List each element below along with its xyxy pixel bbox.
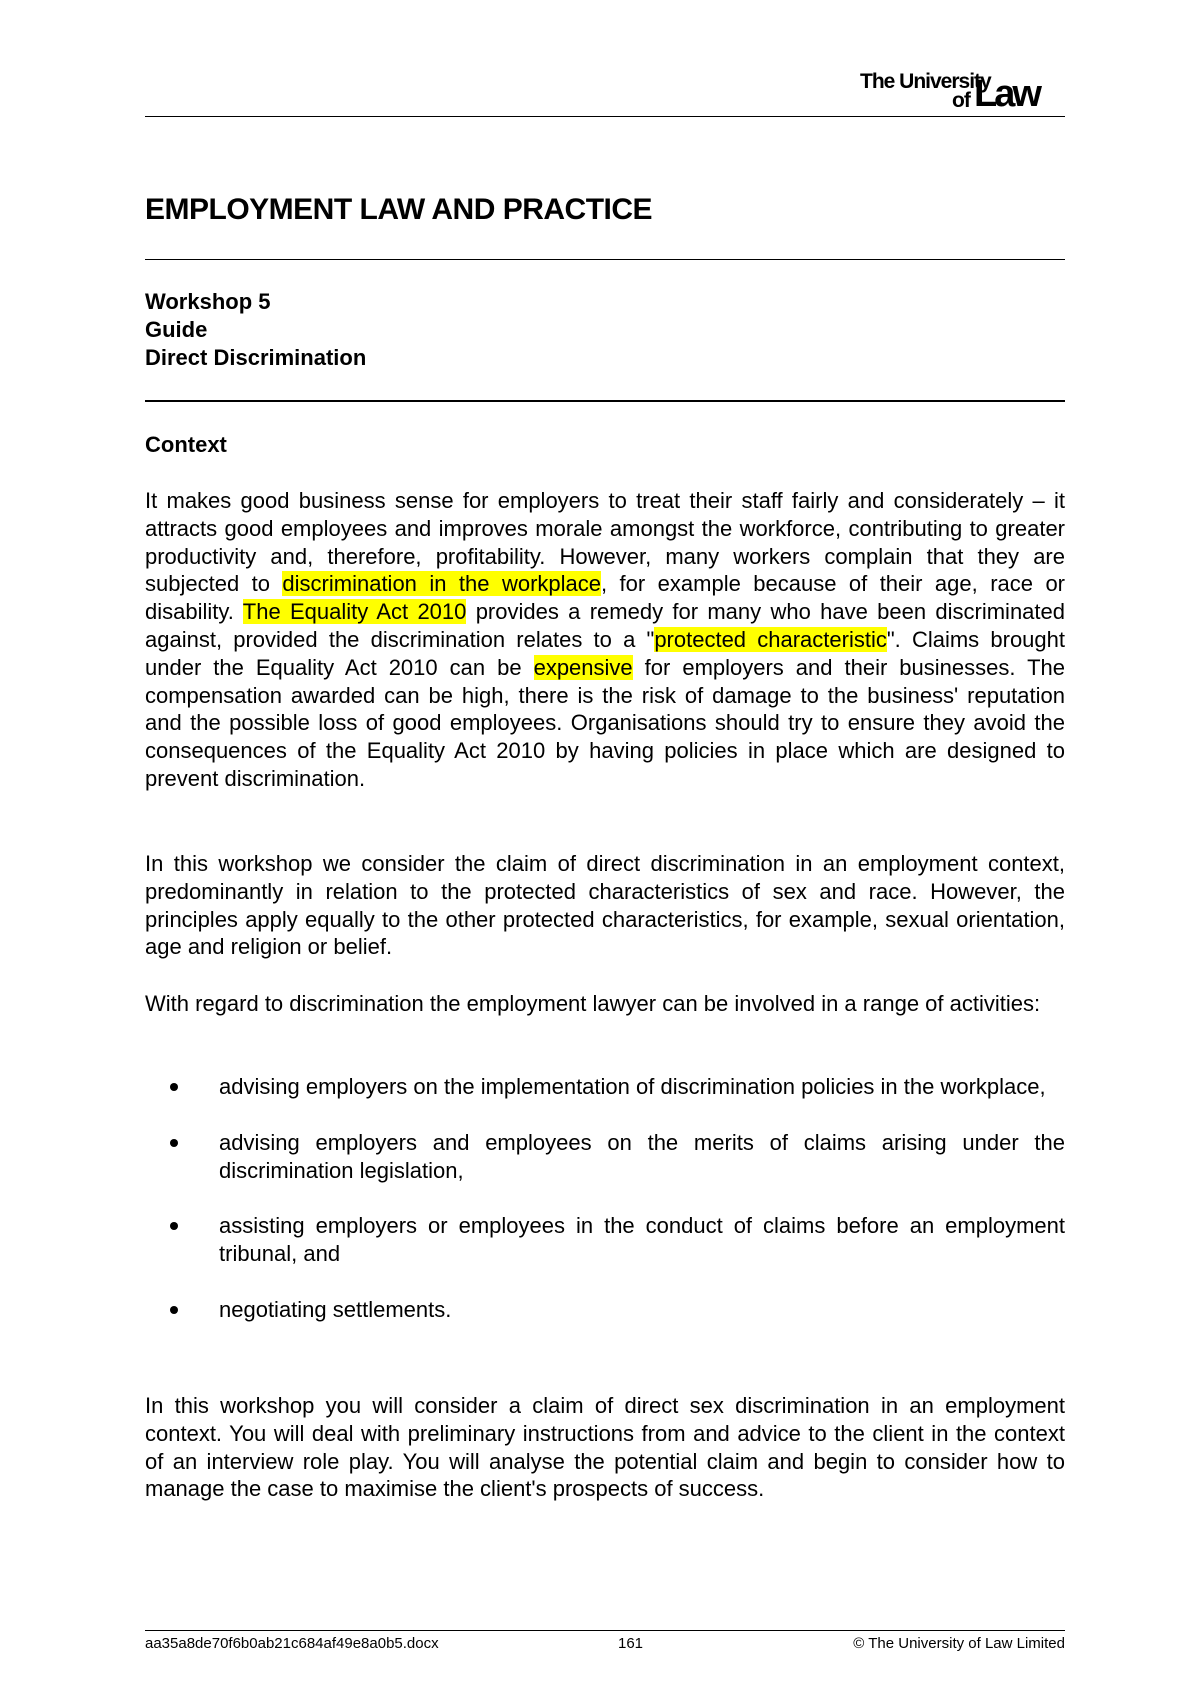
page-title: EMPLOYMENT LAW AND PRACTICE (145, 193, 653, 226)
context-heading: Context (145, 432, 227, 457)
context-paragraph (145, 487, 1065, 793)
highlight-expensive: expensive (533, 654, 633, 680)
logo-line1: The University (860, 70, 991, 93)
bullet-icon (170, 1139, 178, 1147)
workshop-heading-block (145, 288, 366, 372)
title-rule (145, 259, 1065, 260)
para1-text-4: ". Claims brought under the Equality Act 2010 can be (145, 626, 1065, 680)
workshop-tasks-paragraph: In this workshop you will consider a claim of direct sex discrimination in an employment context. You will deal with preliminary instructions from and advice to the client in the context of an interview role play. You will analyse the potential claim and begin to consider how to manage the case to maximise the client's prospects of success. (145, 1393, 1065, 1502)
guide-label: Guide (145, 317, 208, 342)
activities-list (145, 1073, 1065, 1352)
university-of-law-logo (848, 64, 1070, 115)
list-item: advising employers on the implementation of discrimination policies in the workplace, (145, 1073, 1065, 1101)
list-item: advising employers and employees on the merits of claims arising under the discrimination legislation, (145, 1129, 1065, 1185)
workshop-scope-paragraph: In this workshop we consider the claim of direct discrimination in an employment context, predominantly in relation to the protected characteristics of sex and race. However, the principles apply equally to the other protected characteristics, for example, sexual orientation, age and religion or belief. (145, 851, 1065, 960)
highlight-discrimination-workplace: discrimination in the workplace (282, 571, 601, 597)
footer-page-number: 161 (618, 1635, 644, 1652)
para1-text-1: It makes good business sense for employers to treat their staff fairly and considerately – it attracts good employees and improves morale amongst the workforce, contributing to greater productivity and, therefore, profitability. However, many workers complain that they are subjected to (145, 488, 1065, 597)
header-rule (145, 116, 1065, 117)
logo-of: of (952, 89, 970, 112)
bullet-icon (170, 1083, 178, 1091)
section-rule (145, 400, 1065, 402)
highlight-equality-act: The Equality Act 2010 (242, 599, 467, 625)
footer-rule (145, 1630, 1065, 1631)
list-item: negotiating settlements. (145, 1296, 1065, 1324)
bullet-icon (170, 1222, 178, 1230)
para1-text-3: provides a remedy for many who have been discriminated against, provided the discrimination relates to a " (145, 599, 1065, 652)
para1-text-5: for employers and their businesses. The compensation awarded can be high, there is the risk of damage to the business' reputation and the possible loss of good employees. Organisations should try to ensure they avoid the consequences of the Equality Act 2010 by having policies in place which are designed to prevent discrimination. (145, 654, 1065, 791)
logo-law: Law (974, 73, 1039, 115)
workshop-number: Workshop 5 (145, 289, 271, 314)
para1-text-2: , for example because of their age, race or disability. (145, 571, 1066, 625)
activities-intro-paragraph: With regard to discrimination the employment lawyer can be involved in a range of activities: (145, 991, 1041, 1016)
footer-filename: aa35a8de70f6b0ab21c684af49e8a0b5.docx (145, 1635, 439, 1652)
topic-label: Direct Discrimination (145, 345, 367, 370)
bullet-icon (170, 1306, 178, 1314)
footer-copyright: © The University of Law Limited (853, 1635, 1065, 1652)
list-item: assisting employers or employees in the conduct of claims before an employment tribunal, and (145, 1212, 1065, 1268)
highlight-protected-characteristic: protected characteristic (654, 626, 887, 652)
